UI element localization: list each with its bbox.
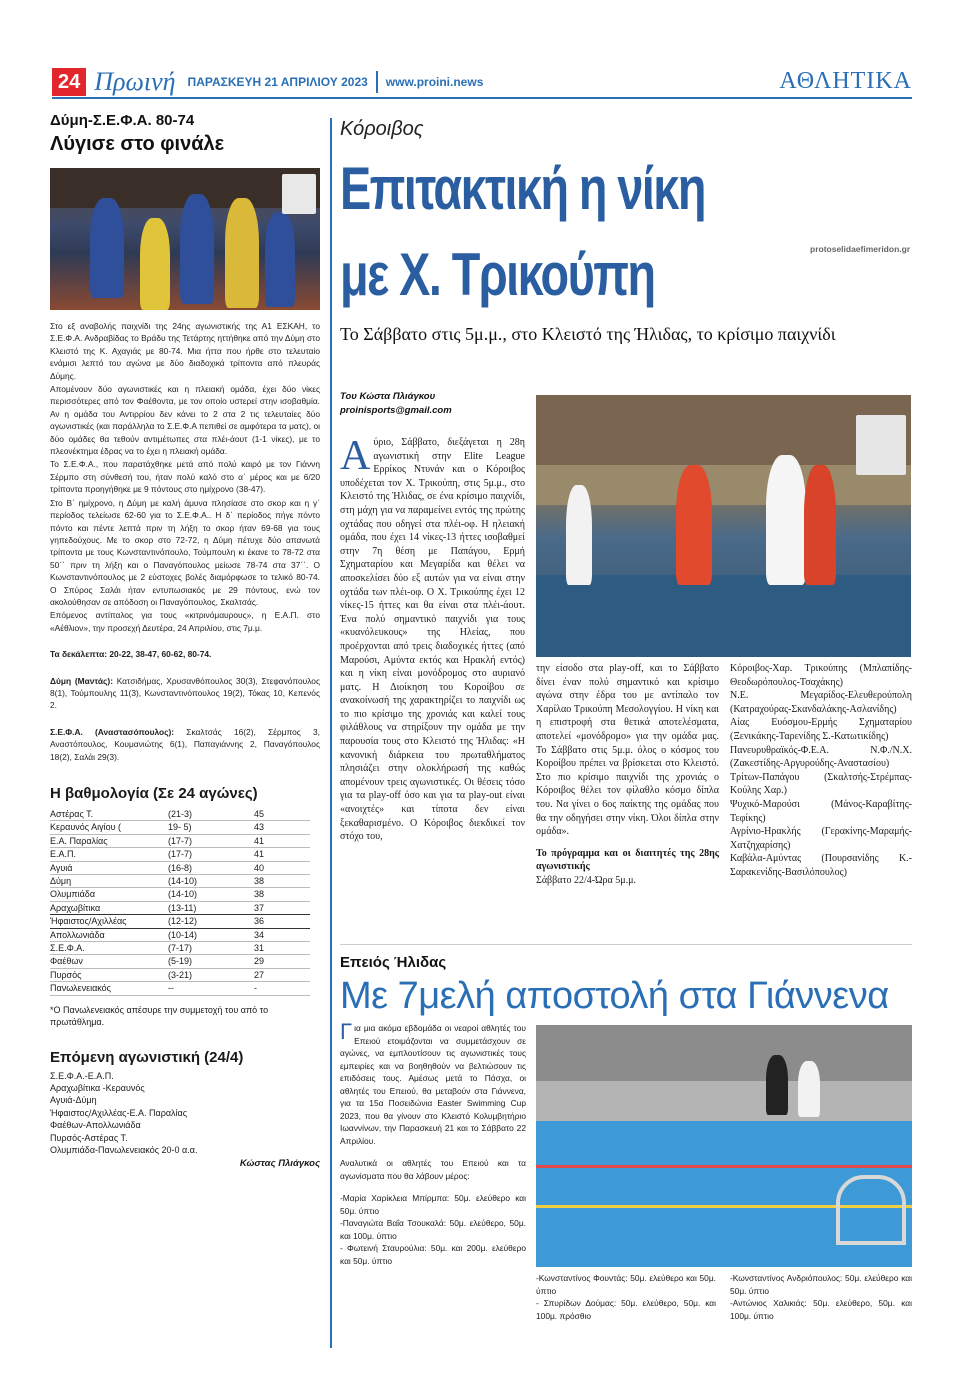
- athlete-entry: -Παναγιώτα Βαΐα Τσουκαλά: 50μ. ελεύθερο, 50μ. και 100μ. ύπτιο: [340, 1218, 526, 1241]
- standings-row: [50, 848, 310, 861]
- athletes-col2: [536, 1272, 716, 1322]
- main-body-col1: [340, 433, 525, 844]
- standings-record: 19- 5): [168, 821, 254, 834]
- left-paragraph: Το Σ.Ε.Φ.Α., που παρατάχθηκε μετά από πολύ καιρό με τον Γιάννη Σέρμπο στη σύνθεσή του, ήταν πολύ καλό στο α΄ μέρος και με 6/20 τρίποντα προηγήθηκε με 9 πόντους στο ημίχρονο (38-47).: [50, 459, 320, 495]
- standings-team: Ε.Α. Παραλίας: [50, 834, 168, 847]
- next-round-title: Επόμενη αγωνιστική (24/4): [50, 1048, 244, 1066]
- next-match: Ήφαιστος/Αχιλλέας-Ε.Α. Παραλίας: [50, 1107, 188, 1118]
- watermark: protoselidaefimeridon.gr: [810, 244, 911, 254]
- standings-pts: 45: [254, 808, 310, 821]
- next-match: Αγυιά-Δύμη: [50, 1095, 97, 1106]
- standings-row: [50, 982, 310, 995]
- next-match: Ολυμπιάδα-Πανωλενειακός 20-0 α.α.: [50, 1144, 198, 1155]
- standings-record: (14-10): [168, 875, 254, 888]
- dymi-lineup: [50, 675, 320, 712]
- standings-record: (21-3): [168, 808, 254, 821]
- standings-record: (5-19): [168, 955, 254, 968]
- standings-row: [50, 888, 310, 901]
- athlete-entry: -Αντώνιος Χαλικιάς: 50μ. ελεύθερο, 50μ. και 100μ. ύπτιο: [730, 1298, 912, 1321]
- athlete-entry: -Κωνσταντίνος Φουντάς: 50μ. ελεύθερο και 50μ. ύπτιο: [536, 1273, 716, 1296]
- fixture-line: Καβάλα-Αμύντας (Πουρσανίδης Κ.-Σαρακενίδης-Βασιλόπουλος): [730, 853, 912, 878]
- standings-team: Κεραυνός Αιγίου (: [50, 821, 168, 834]
- dymi-players: Κατσιδήμας, Χρυσανθόπουλος 30(3), Στεφανόπουλος 8(1), Τούμπουλης 11(3), Κωνσταντινόπουλος 19(2), Τόκας 10, Κεπενός 2.: [50, 675, 321, 711]
- standings-pts: 40: [254, 861, 310, 874]
- main-subtitle: Το Σάββατο στις 5μ.μ., στο Κλειστό της Ήλιδας, το κρίσιμο παιχνίδι: [340, 324, 836, 344]
- standings-record: (10-14): [168, 928, 254, 941]
- standings-team: Σ.Ε.Φ.Α.: [50, 942, 168, 955]
- fixture-line: Πανευρυθραϊκός-Φ.Ε.Α. Ν.Φ./Ν.Χ. (Ζακεστίδης-Αργυρούδης-Αναστασίου): [730, 744, 912, 770]
- swim-kicker: Επειός Ήλιδας: [340, 954, 447, 971]
- byline-email[interactable]: proinisports@gmail.com: [340, 405, 452, 416]
- standings-team: Πανωλενειακός: [50, 982, 168, 995]
- next-round-list: [50, 1070, 320, 1157]
- standings-record: (14-10): [168, 888, 254, 901]
- standings-team: Αραχωβίτικα: [50, 901, 168, 914]
- standings-pts: 27: [254, 968, 310, 981]
- main-headline: [340, 146, 714, 318]
- basketball-photo-dymi: [50, 168, 320, 310]
- standings-row: [50, 901, 310, 914]
- left-paragraph: Απομένουν δύο αγωνιστικές και η πλειακή ομάδα, έχει δύο νίκες περισσότερες από τον Φαέθοντα, με τον οποίο υστερεί στην ισοβαθμία. Αν η ομάδα του Αντιρρίου δεν κάνει το 2 στα 2 τις τελευταίες δύο αγωνιστικές (και παράλληλα το Σ.Ε.Φ.Α πεπιθεί σε αμφότερα τα ματς), οι δύο ομάδες θα τεθούν αντιμέτωπες στα πλέι-άουτ (1-1 νίκες), με το πλεονέκτημα έδρας να το έχει η πλειακή ομάδα.: [50, 384, 320, 457]
- fixtures-list: [730, 662, 912, 880]
- sefa-lineup: [50, 726, 320, 763]
- standings-record: (12-12): [168, 915, 254, 928]
- standings-title: Η βαθμολογία (Σε 24 αγώνες): [50, 785, 258, 802]
- main-kicker: Κόροιβος: [340, 118, 424, 140]
- athlete-entry: - Σπυρίδων Δούμας: 50μ. ελεύθερο, 50μ. και 100μ. πρόσθιο: [536, 1298, 716, 1321]
- standings-team: Πυρσός: [50, 968, 168, 981]
- issue-date: ΠΑΡΑΣΚΕΥΗ 21 ΑΠΡΙΛΙΟΥ 2023: [187, 75, 368, 89]
- standings-team: Αγυιά: [50, 861, 168, 874]
- left-headline-score: Δύμη-Σ.Ε.Φ.Α. 80-74: [50, 112, 195, 129]
- left-column: [50, 112, 320, 1169]
- sefa-players: Σκαλτσάς 16(2), Σέρμπος 3, Αναστόπουλος, Κουμανιώτης 6(1), Παπαγιάννης 2, Παναγόπουλος 18(2), Σαλάι 29(3).: [50, 726, 320, 762]
- main-text-col1: ύριο, Σάββατο, διεξάγεται η 28η αγωνιστική στην Elite League Ερρίκος Ντυνάν και ο Κόροιβος υποδέχεται τον Χ. Τρικούπη, στις 5μ.μ., στο Κλειστό της Ήλιδας, σε ένα κρίσιμο παιχνίδι, στη μάχη για να παραμείνει εντός της πρώτης οχτάδας που οδηγεί στα πλέι-οφ. Η ηλειακή ομάδα, που έχει 14 νίκες-13 ήττες ισοβαθμεί στην 7η θέση με Παπάγου, Ερμή Σχηματαρίου και Μεγαρίδα και θέλει να αποσκελίσει δύο εξ αυτών για να είναι στην οχτάδα των πλέι-οφ. Ο Χ. Τρικούπης έχει 12 νίκες-15 ήττες και θα είναι στα πλέι-άουτ. Ένα πολύ σημαντικό παιχνίδι για τους «κυανόλευκους» της Ηλείας, που προέρχονται από τρεις διαδοχικές ήττες (από Μαρούσι, Αμύντα εκτός και Ηρακλή εντός) και η νίκη είναι μονόδρομος στο αυριανό ματς. Η Διοίκηση του Κοροίβου σε ανακοίνωσή της χαρακτηρίζει το παιχνίδι ως το πιο κρίσιμο της χρονιάς και καλεί τους φιλάθλους να στηρίξουν την ομάδα με την παρουσία τους στο Κλειστό της Ήλιδας: «Η κανονική διάρκεια του πρωταθλήματος πλησιάζει στην ολοκλήρωσή της καθώς απομένουν τρεις αγωνιστικές. Οι θέσεις τόσο για τα play-off όσο και για τα play-out είναι «ανοιχτές» και τίποτα δεν είναι ξεκαθαρισμένο. Ο Κόροιβος διεκδικεί τον στόχο του,: [340, 437, 525, 843]
- header-rule: [52, 97, 912, 99]
- header-separator: [376, 71, 378, 93]
- next-match: Αραχωβίτικα -Κεραυνός: [50, 1082, 145, 1093]
- page-number: 24: [52, 68, 86, 96]
- fixture-line: Αίας Ευόσμου-Ερμής Σχηματαρίου (Ξενικάκης-Ταρενίδης Σ.-Κατωτικίδης): [730, 717, 912, 742]
- basketball-photo-koroivos: [536, 395, 911, 657]
- dymi-label: Δύμη (Μαντάς):: [50, 675, 113, 686]
- athlete-entry: -Μαρία Χαρίκλεια Μπίρμπα: 50μ. ελεύθερο και 50μ. ύπτιο: [340, 1193, 526, 1216]
- standings-team: Δύμη: [50, 875, 168, 888]
- article-separator: [340, 944, 912, 945]
- standings-record: (16-8): [168, 861, 254, 874]
- next-match: Σ.Ε.Φ.Α.-Ε.Α.Π.: [50, 1070, 114, 1081]
- athlete-entry: - Φωτεινή Σταυρούλια: 50μ. και 200μ. ελεύθερο και 50μ. ύπτιο: [340, 1243, 526, 1266]
- fixture-line: Κόροιβος-Χαρ. Τρικούπης (Μπλαπίδης-Θεοδωρόπουλος-Τσαχάκης): [730, 663, 912, 688]
- standings-team: Ήφαιστος/Αχιλλέας: [50, 915, 168, 928]
- byline-author: Του Κώστα Πλιάγκου: [340, 391, 436, 402]
- standings-record: (3-21): [168, 968, 254, 981]
- standings-row: [50, 808, 310, 821]
- swim-headline: Με 7μελή αποστολή στα Γιάννενα: [340, 975, 889, 1017]
- standings-pts: 36: [254, 915, 310, 928]
- swim-body: [340, 1019, 526, 1267]
- fixture-line: Αγρίνιο-Ηρακλής (Γερακίνης-Μαραμής-Χατζηχαρίσης): [730, 826, 912, 851]
- swim-para2: Αναλυτικά οι αθλητές του Επειού και τα αγωνίσματα που θα λάβουν μέρος:: [340, 1158, 526, 1181]
- standings-note: *Ο Πανωλενειακός απέσυρε την συμμετοχή του από το πρωτάθλημα.: [50, 1004, 269, 1028]
- standings-team: Απολλωνιάδα: [50, 928, 168, 941]
- quarter-scores: Τα δεκάλεπτα: 20-22, 38-47, 60-62, 80-74.: [50, 649, 212, 660]
- standings-record: --: [168, 982, 254, 995]
- byline: [340, 390, 452, 418]
- fixture-line: Ν.Ε. Μεγαρίδος-Ελευθερούπολη (Κατραχούρας-Σκανδαλάκης-Ασλανίδης): [730, 690, 912, 715]
- standings-pts: 31: [254, 942, 310, 955]
- athlete-entry: -Κωνσταντίνος Ανδριόπουλος: 50μ. ελεύθερο και 50μ. ύπτιο: [730, 1273, 912, 1296]
- swimming-pool-photo: [536, 1025, 912, 1267]
- standings-record: (7-17): [168, 942, 254, 955]
- main-headline-line1: Επιτακτική η νίκη: [340, 155, 705, 222]
- swim-drop-cap: Γ: [340, 1019, 353, 1044]
- standings-table: [50, 808, 310, 996]
- main-text-col2: την είσοδο στα play-off, και το Σάββατο δίνει έναν πολύ σημαντικό και κρίσιμο αγώνα στην έδρα του με αντίπαλο τον Χαρίλαο Τρικούπη Μεσολογγίου. Η νίκη και η επιστροφή στα θετικά αποτελέσματα, αποτελεί «μονόδρομο» για την ομάδα μας. Το Σάββατο στις 5μ.μ. όλος ο κόσμος του Κοροίβου πρέπει να βρίσκεται στο Κλειστό. Στο πιο κρίσιμο παιχνίδι της χρονιάς ο Κόροιβος θέλει τον φίλαθλο κόσμο δίπλα του. Να γίνει ο 6ος παίκτης της ομάδας που θα την οδηγήσει στην νίκη. Όλοι δίπλα στην ομάδα».: [536, 663, 719, 838]
- program-title: Το πρόγραμμα και οι διαιτητές της 28ης αγωνιστικής: [536, 847, 719, 873]
- left-paragraph: Στο Β΄ ημίχρονο, η Δύμη με καλή άμυνα πλησίασε στο σκορ και η γ΄ περίοδος τελείωσε 62-60 για το Σ.Ε.Φ.Α.. Η δ΄ περίοδος πήγε πόντο πόντο και πέντε λεπτά πριν τη λήξη το σκορ ήταν 69-68 για τους γηπεδούχους. Με το σκορ στο 72-72, η Δύμη πέτυχε δύο απανωτά τρίποντα με τους Κωνσταντινόπουλο, Τούμπουλη κι έκανε το 78-72 στα 50΄΄ πριν τη λήξη και ο Παναγόπουλος μείωσε 78-74 στα 37΄΄. Ο Κωνσταντινόπουλος με 2 εύστοχες βολές διαμόρφωσε το τελικό 80-74. Ο Σπύρος Σαλάι ήταν εντυπωσιακός με 29 πόντους, ενώ τον ακολούθησαν σε απόδοση οι Παναγόπουλος, Σκαλτσάς.: [50, 497, 320, 607]
- swim-para1: ια μια ακόμα εβδομάδα οι νεαροί αθλητές του Επειού ετοιμάζονται να συμμετάσχουν σε αγώνες, να εμπλουτίσουν τις αγωνιστικές τους εμπειρίες και να βοηθηθούν να βελτιώσουν τις επιδόσεις τους. Αμέσως μετά το Πάσχα, οι αθλητές του Επειού, θα μεταβούν στα Γιάννενα, για τα 15α Ποσειδώνια Easter Swimming Cup 2023, που θα γίνουν στο Κλειστό Κολυμβητήριο Ιωαννίνων, την Παρασκευή 21 και το Σάββατο 22 Απριλίου.: [340, 1023, 526, 1146]
- sefa-label: Σ.Ε.Φ.Α. (Αναστασόπουλος):: [50, 726, 175, 737]
- athletes-col1: [340, 1192, 526, 1267]
- standings-record: (13-11): [168, 901, 254, 914]
- standings-pts: 41: [254, 848, 310, 861]
- next-match: Φαέθων-Απολλωνιάδα: [50, 1120, 141, 1131]
- paper-name: Πρωινή: [94, 67, 176, 96]
- standings-row: [50, 955, 310, 968]
- standings-row: [50, 861, 310, 874]
- section-title: ΑΘΛΗΤΙΚΑ: [779, 68, 912, 94]
- program-date: Σάββατο 22/4-Ώρα 5μ.μ.: [536, 874, 636, 886]
- standings-row: [50, 928, 310, 941]
- standings-pts: 34: [254, 928, 310, 941]
- standings-row: [50, 942, 310, 955]
- fixture-line: Τρίτων-Παπάγου (Σκαλτσής-Στρέμπας-Κούλης Χαρ.): [730, 771, 912, 797]
- left-article-body: [50, 320, 320, 763]
- standings-row: [50, 821, 310, 834]
- standings-pts: 38: [254, 888, 310, 901]
- fixture-line: Ψυχικό-Μαρούσι (Μάνος-Καραβίτης-Τεφίκης): [730, 798, 912, 824]
- website-link[interactable]: www.proini.news: [385, 75, 484, 89]
- standings-row: [50, 834, 310, 847]
- main-headline-line2: με Χ. Τρικούπη: [340, 241, 655, 308]
- main-body-col2: [536, 662, 719, 888]
- standings-pts: -: [254, 982, 310, 995]
- drop-cap: Α: [340, 433, 371, 479]
- standings-pts: 43: [254, 821, 310, 834]
- standings-pts: 38: [254, 875, 310, 888]
- column-divider: [330, 118, 332, 1348]
- standings-team: Φαέθων: [50, 955, 168, 968]
- standings-pts: 41: [254, 834, 310, 847]
- standings-pts: 37: [254, 901, 310, 914]
- athletes-col3: [730, 1272, 912, 1322]
- standings-team: Ε.Α.Π.: [50, 848, 168, 861]
- standings-record: (17-7): [168, 834, 254, 847]
- standings-row: [50, 968, 310, 981]
- standings-row: [50, 875, 310, 888]
- left-paragraph: Στο εξ αναβολής παιχνίδι της 24ης αγωνιστικής της Α1 ΕΣΚΑΗ, το Σ.Ε.Φ.Α. Ανδραβίδας το Βράδυ της Τετάρτης ηττήθηκε από την Δύμη στο Κλειστό της Κ. Αχαγιάς με 80-74. Μια ήττα που ήρθε στο τελευταίο ενάμισι λεπτό του αγώνα με δύο διαδοχικά τρίποντα από πλευράς Δύμης.: [50, 321, 320, 381]
- left-headline: Λύγισε στο φινάλε: [50, 133, 225, 155]
- standings-pts: 29: [254, 955, 310, 968]
- page-header: [52, 68, 912, 96]
- next-match: Πυρσός-Αστέρας Τ.: [50, 1132, 128, 1143]
- standings-team: Ολυμπιάδα: [50, 888, 168, 901]
- left-paragraph: Επόμενος αντίπαλος για τους «κιτρινόμαυρους», η Ε.Α.Π. στο «Αέθλιον», την προσεχή Δευτέρα, 24 Απριλίου, στις 7μ.μ.: [50, 610, 320, 633]
- standings-team: Αστέρας Τ.: [50, 808, 168, 821]
- standings-row: [50, 915, 310, 928]
- standings-record: (17-7): [168, 848, 254, 861]
- left-author: Κώστας Πλιάγκος: [239, 1158, 320, 1170]
